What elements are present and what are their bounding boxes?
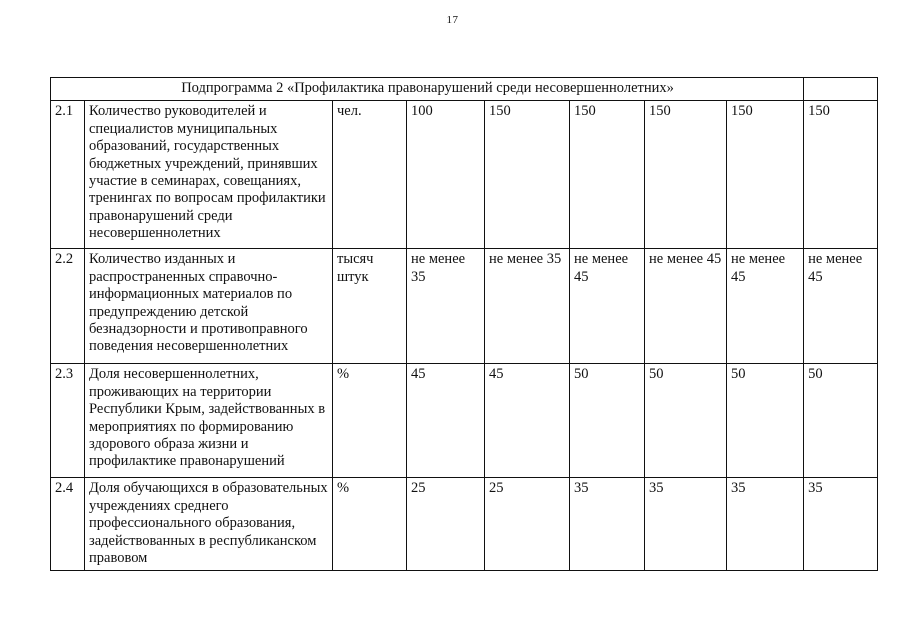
value-cell: 50 <box>570 364 645 478</box>
value-cell: 35 <box>804 478 878 571</box>
value-cell: не менее 45 <box>804 249 878 364</box>
indicator-name: Количество руководителей и специалистов муниципальных образований, государственных бюджетных учреждений, принявших участие в семинарах, совещаниях, тренингах по вопросам профилактики правонарушений среди несовершеннолетних <box>85 101 333 249</box>
empty-cell <box>804 78 878 101</box>
page-number: 17 <box>446 14 459 26</box>
indicator-name: Количество изданных и распространенных справочно-информационных материалов по предупреждению детской безнадзорности и противоправного поведения несовершеннолетних <box>85 249 333 364</box>
value-cell: 35 <box>645 478 727 571</box>
unit-cell: тысяч штук <box>333 249 407 364</box>
row-number: 2.3 <box>51 364 85 478</box>
indicator-name: Доля несовершеннолетних, проживающих на территории Республики Крым, задействованных в мероприятиях по формированию здорового образа жизни и профилактике правонарушений <box>85 364 333 478</box>
value-cell: 25 <box>485 478 570 571</box>
value-cell: 100 <box>407 101 485 249</box>
unit-cell: чел. <box>333 101 407 249</box>
value-cell: 50 <box>727 364 804 478</box>
value-cell: 150 <box>570 101 645 249</box>
value-cell: не менее 35 <box>485 249 570 364</box>
value-cell: 50 <box>804 364 878 478</box>
indicator-name: Доля обучающихся в образовательных учреждениях среднего профессионального образования, задействованных в республиканском правовом <box>85 478 333 571</box>
value-cell: 50 <box>645 364 727 478</box>
value-cell: 150 <box>804 101 878 249</box>
row-number: 2.4 <box>51 478 85 571</box>
value-cell: 25 <box>407 478 485 571</box>
row-number: 2.2 <box>51 249 85 364</box>
table-row <box>51 101 878 249</box>
value-cell: не менее 45 <box>570 249 645 364</box>
table-row <box>51 364 878 478</box>
indicators-table <box>50 77 878 571</box>
value-cell: 150 <box>727 101 804 249</box>
value-cell: не менее 45 <box>727 249 804 364</box>
subprogram-row <box>51 78 878 101</box>
value-cell: не менее 45 <box>645 249 727 364</box>
unit-cell: % <box>333 478 407 571</box>
table-row <box>51 249 878 364</box>
value-cell: 150 <box>485 101 570 249</box>
value-cell: 35 <box>727 478 804 571</box>
row-number: 2.1 <box>51 101 85 249</box>
unit-cell: % <box>333 364 407 478</box>
value-cell: не менее 35 <box>407 249 485 364</box>
value-cell: 35 <box>570 478 645 571</box>
subprogram-heading: Подпрограмма 2 «Профилактика правонарушений среди несовершеннолетних» <box>51 78 804 101</box>
value-cell: 45 <box>407 364 485 478</box>
value-cell: 150 <box>645 101 727 249</box>
table-row <box>51 478 878 571</box>
value-cell: 45 <box>485 364 570 478</box>
